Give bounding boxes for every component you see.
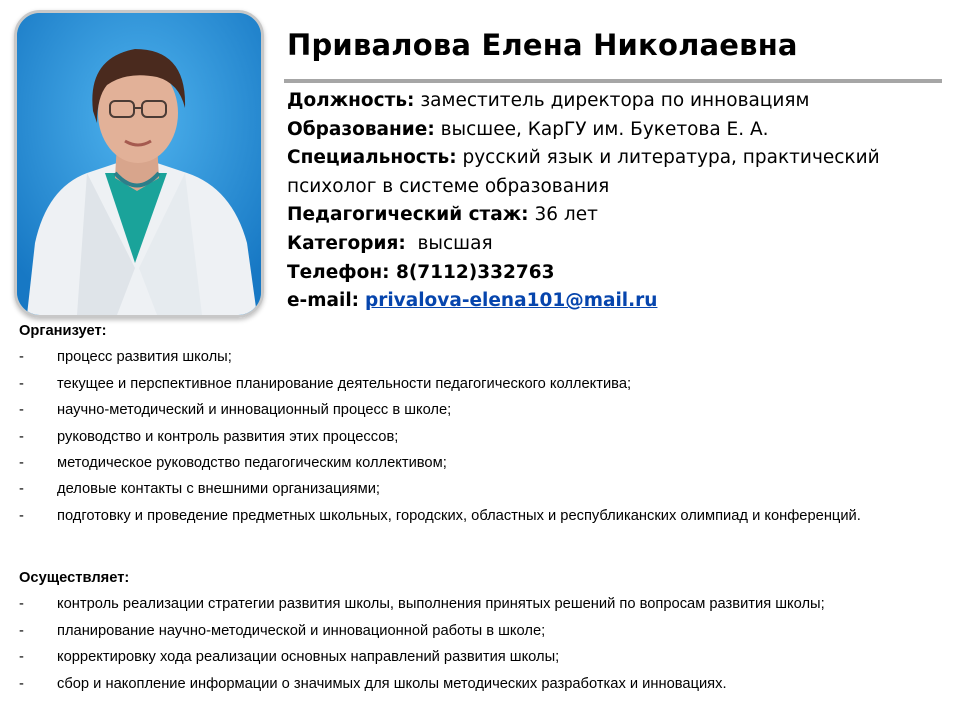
list-item	[19, 673, 919, 695]
list-item-text: научно-методический и инновационный процесс в школе;	[57, 402, 452, 419]
list-marker: -	[19, 675, 24, 692]
list-marker: -	[19, 375, 24, 392]
experience-value: 36 лет	[528, 204, 598, 226]
portrait-photo	[14, 10, 264, 318]
list-marker: -	[19, 622, 24, 639]
specialty-value: русский язык и литература, практический психолог в системе образования	[287, 147, 880, 197]
list-item-text: сбор и накопление информации о значимых для школы методических разработках и инновациях.	[57, 675, 727, 692]
list-item	[19, 478, 919, 500]
position-row	[287, 87, 927, 116]
position-label: Должность:	[287, 90, 415, 111]
organizes-section	[19, 320, 919, 527]
phone-text: Телефон: 8(7112)332763	[287, 261, 555, 283]
list-item-text: контроль реализации стратегии развития школы, выполнения принятых решений по вопросам развития школы;	[57, 596, 825, 613]
list-marker: -	[19, 481, 24, 498]
list-item	[19, 646, 919, 668]
email-row	[287, 287, 927, 316]
list-item-text: методическое руководство педагогическим коллективом;	[57, 454, 447, 471]
carries-out-section	[19, 567, 919, 695]
experience-label: Педагогический стаж:	[287, 204, 529, 226]
category-value: высшая	[405, 232, 493, 254]
email-link[interactable]: privalova-elena101@mail.ru	[364, 290, 658, 312]
list-item	[19, 620, 919, 642]
list-item	[19, 452, 919, 474]
list-marker: -	[19, 507, 24, 524]
education-value: высшее, КарГУ им. Букетова Е. А.	[434, 118, 769, 140]
profile-info	[287, 87, 927, 316]
list-marker: -	[19, 596, 24, 613]
list-marker: -	[19, 349, 24, 366]
category-label: Категория:	[287, 232, 406, 254]
category-row	[287, 230, 927, 259]
list-marker: -	[19, 428, 24, 445]
position-value: заместитель директора по инновациям	[414, 90, 810, 111]
list-marker: -	[19, 649, 24, 666]
organizes-heading: Организует:	[19, 323, 107, 339]
phone-row	[287, 259, 927, 288]
list-item-text: подготовку и проведение предметных школьных, городских, областных и республиканских олимпиад и конференций.	[57, 507, 861, 524]
portrait-illustration	[17, 13, 261, 315]
list-item	[19, 426, 919, 448]
education-row	[287, 116, 927, 145]
list-item	[19, 505, 919, 527]
list-item	[19, 346, 919, 368]
person-name: Привалова Елена Николаевна	[287, 28, 798, 62]
list-item-text: корректировку хода реализации основных направлений развития школы;	[57, 649, 560, 666]
carries-out-heading: Осуществляет:	[19, 570, 130, 586]
specialty-row	[287, 144, 927, 201]
list-item	[19, 373, 919, 395]
education-label: Образование:	[287, 118, 435, 140]
list-marker: -	[19, 402, 24, 419]
title-divider	[284, 79, 942, 83]
list-item-text: процесс развития школы;	[57, 349, 232, 366]
specialty-label: Специальность:	[287, 147, 457, 169]
list-item	[19, 399, 919, 421]
email-label: e-mail:	[287, 290, 360, 312]
list-item-text: деловые контакты с внешними организациями;	[57, 481, 381, 498]
experience-row	[287, 201, 927, 230]
list-item	[19, 593, 919, 615]
list-item-text: планирование научно-методической и инновационной работы в школе;	[57, 622, 546, 639]
list-item-text: руководство и контроль развития этих процессов;	[57, 428, 399, 445]
carries-out-list	[19, 593, 919, 694]
list-item-text: текущее и перспективное планирование деятельности педагогического коллектива;	[57, 375, 632, 392]
list-marker: -	[19, 454, 24, 471]
organizes-list	[19, 346, 919, 526]
